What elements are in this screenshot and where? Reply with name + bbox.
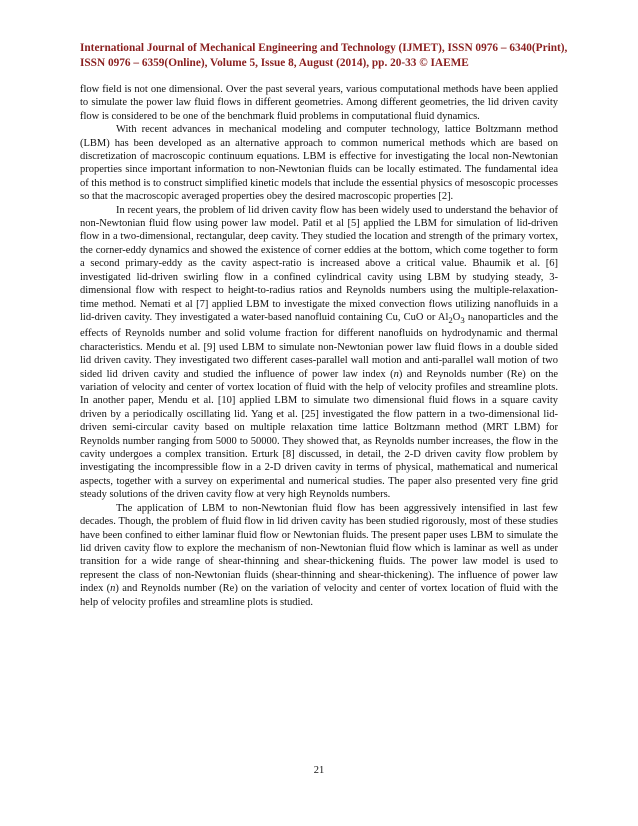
journal-header [80, 41, 568, 70]
header-line-1: International Journal of Mechanical Engineering and Technology (IJMET), ISSN 0976 – 6340(Print), [80, 42, 568, 54]
paragraph-4-part-b: ) and Reynolds number (Re) on the variation of velocity and center of vortex location of fluid with the help of velocity profiles and streamline plots is studied. [80, 583, 559, 608]
paragraph-1: flow field is not one dimensional. Over the past several years, various computational methods have been applied to simulate the power law fluid flows in different geometries. Among different geometries, the lid driven cavity flow is considered to be one of the benchmark fluid problems in computational fluid dynamics. [80, 84, 558, 122]
chem-al: Al [437, 311, 449, 323]
paragraph-4-part-a: The application of LBM to non-Newtonian fluid flow has been aggressively intensified in last few decades. Though, the problem of fluid flow in lid driven cavity has been studied rigorously, most of these studies have been confined to either laminar fluid flow or Newtonian fluids. The present paper uses LBM to simulate the lid driven cavity flow to explore the mechanism of non-Newtonian fluid flow which is laminar as well as under transition for a wide range of shear-thinning and shear-thickening fluids. The power law model is used to represent the class of non-Newtonian fluids (shear-thinning and shear-thickening). The influence of power law index ( [80, 502, 558, 595]
paragraph-3-part-a: In recent years, the problem of lid driven cavity flow has been widely used to understand the behavior of non-Newtonian fluid flow using power law model. Patil et al [5] applied the LBM for simulation of lid-driven flow in a two-dimensional, rectangular, deep cavity. They studied the location and strength of the primary vortex, the corner-eddy dynamics and showed the existence of corner eddies at the bottom, which come together to form a second primary-eddy as the cavity aspect-ratio is increased above a critical value. Bhaumik et al. [6] investigated lid-driven swirling flow in a confined cylindrical cavity using LBM by studying steady, 3-dimensional flow with respect to height-to-radius ratios and Reynolds numbers using the multiple-relaxation-time method. Nemati et al [7] applied LBM to investigate the mixed convection flows utilizing nanofluids in a lid-driven cavity. They investigated a water-based nanofluid containing Cu, CuO or [80, 204, 558, 323]
paragraph-3-part-c: ) and Reynolds number (Re) on the variation of velocity and center of vortex location of fluid with the help of velocity profiles and streamline plots. In another paper, Mendu et al. [10] applied LBM to simulate two dimensional fluid flows in a square cavity driven by a periodically oscillating lid. Yang et al. [25] investigated the flow pattern in a two-dimensional lid-driven semi-circular cavity based on multiple relaxation time lattice Boltzmann method (MRT LBM) for Reynolds number ranging from 5000 to 50000. They showed that, as Reynolds number increases, the flow in the cavity undergoes a complex transition. Erturk [8] discussed, in detail, the 2-D driven cavity flow problem by investigating the incompressible flow in a 2-D driven cavity in terms of physical, mathematical and numerical aspects, together with a survey on experimental and numerical studies. The paper also presented very fine grid steady solutions of the driven cavity flow at very high Reynolds numbers. [80, 368, 558, 501]
chem-subscript-2: 2 [448, 315, 453, 325]
paragraph-3-part-b: nanoparticles and the effects of Reynolds number and solid volume fraction for different nanofluids on hydrodynamic and thermal characteristics. Mendu et al. [9] used LBM to simulate non-Newtonian power law fluid flows in a double sided lid driven cavity. They investigated two different cases-parallel wall motion and anti-parallel wall motion of two sided lid driven cavity and studied the influence of power law index ( [80, 311, 558, 380]
header-line-2: ISSN 0976 – 6359(Online), Volume 5, Issue 8, August (2014), pp. 20-33 © IAEME [80, 56, 469, 69]
power-law-index-symbol-2: n [110, 583, 116, 595]
paragraph-2: With recent advances in mechanical modeling and computer technology, lattice Boltzmann method (LBM) has been developed as an alternative approach to common numerical methods which are based on discretization of macroscopic continuum equations. LBM is effective for investigating the local non-Newtonian properties since important information to non-Newtonian fluids can be locally estimated. The fundamental idea of this method is to construct simplified kinetic models that include the essential physics of mesoscopic processes so that the macroscopic averaged properties obey the desired macroscopic properties [2]. [80, 124, 558, 203]
power-law-index-symbol: n [393, 368, 399, 380]
chem-o: O [452, 311, 461, 323]
paragraph-3 [80, 204, 558, 502]
paragraph-4 [80, 502, 558, 609]
page-number: 21 [313, 765, 325, 776]
chem-subscript-3: 3 [460, 315, 465, 325]
body-text [80, 83, 558, 609]
